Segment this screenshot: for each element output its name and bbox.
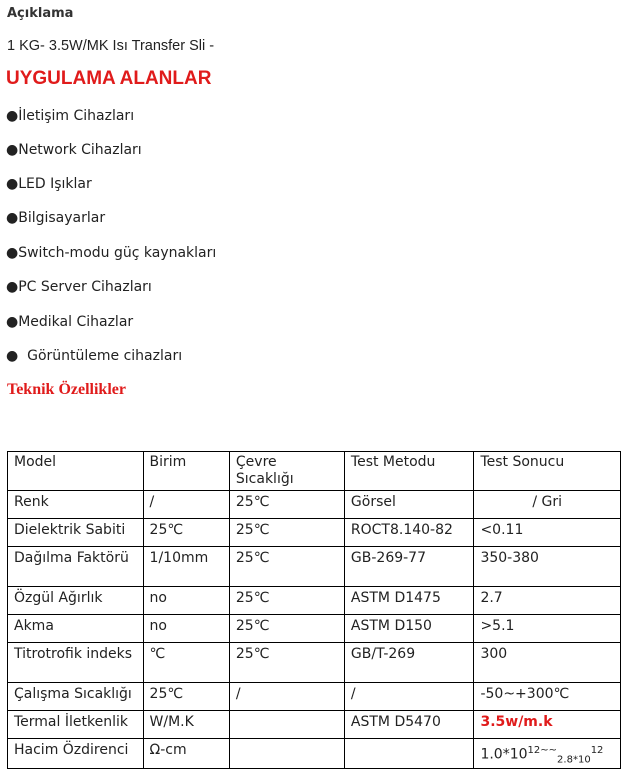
table-cell: ASTM D1475 [344, 587, 474, 615]
table-cell: Renk [8, 491, 144, 519]
table-cell: 25℃ [143, 519, 229, 547]
table-cell: 3.5w/m.k [474, 711, 621, 739]
header-cell: Model [8, 452, 144, 491]
vr-upper-base: 2.8*10 [557, 754, 591, 766]
table-row [8, 491, 621, 519]
table-cell: / [143, 491, 229, 519]
header-cell: Birim [143, 452, 229, 491]
table-cell: 25℃ [229, 615, 344, 643]
table-cell: 25℃ [229, 643, 344, 683]
table-cell: >5.1 [474, 615, 621, 643]
table-cell: GB-269-77 [344, 547, 474, 587]
table-cell: Dağılma Faktörü [8, 547, 144, 587]
table-cell: Akma [8, 615, 144, 643]
specs-heading: Teknik Özellikler [7, 381, 126, 398]
table-row [8, 519, 621, 547]
table-cell: ROCT8.140-82 [344, 519, 474, 547]
description-heading: Açıklama [7, 6, 74, 21]
table-cell: / [229, 683, 344, 711]
applications-heading: UYGULAMA ALANLAR [6, 68, 212, 89]
table-cell: 350-380 [474, 547, 621, 587]
table-cell: Ω-cm [143, 739, 229, 769]
application-item: ●Medikal Cihazlar [6, 314, 134, 330]
table-cell: 25℃ [229, 519, 344, 547]
table-cell: Dielektrik Sabiti [8, 519, 144, 547]
vr-exponent: 12 [527, 745, 541, 756]
table-row [8, 643, 621, 683]
spec-table [7, 451, 621, 769]
application-item: ●Network Cihazları [6, 142, 142, 158]
table-cell: 25℃ [229, 587, 344, 615]
table-cell: / [344, 683, 474, 711]
table-cell: Termal İletkenlik [8, 711, 144, 739]
table-cell: <0.11 [474, 519, 621, 547]
vr-upper-exponent: 12 [590, 745, 604, 756]
table-cell [229, 711, 344, 739]
table-row [8, 615, 621, 643]
table-header-row [8, 452, 621, 491]
vr-base: 1.0*10 [480, 746, 528, 763]
table-row [8, 587, 621, 615]
application-item: ●İletişim Cihazları [6, 108, 135, 124]
table-cell: no [143, 587, 229, 615]
table-cell: / Gri [474, 491, 621, 519]
table-cell: -50~+300℃ [474, 683, 621, 711]
application-item: ●PC Server Cihazları [6, 279, 152, 295]
table-cell: no [143, 615, 229, 643]
table-cell: Titrotrofik indeks [8, 643, 144, 683]
table-cell: 2.7 [474, 587, 621, 615]
table-row [8, 683, 621, 711]
table-cell: Hacim Özdirenci [8, 739, 144, 769]
application-item: ● Görüntüleme cihazları [6, 348, 183, 364]
application-item: ●Switch-modu güç kaynakları [6, 245, 217, 261]
header-cell: Çevre Sıcaklığı [229, 452, 344, 491]
volume-resistivity-value [474, 739, 621, 769]
table-cell: ASTM D150 [344, 615, 474, 643]
table-cell: ℃ [143, 643, 229, 683]
table-cell: 300 [474, 643, 621, 683]
application-item: ●Bilgisayarlar [6, 210, 106, 226]
table-cell: 25℃ [143, 683, 229, 711]
table-cell: Görsel [344, 491, 474, 519]
table-row [8, 547, 621, 587]
header-cell: Test Sonucu [474, 452, 621, 491]
table-row [8, 711, 621, 739]
header-cell: Test Metodu [344, 452, 474, 491]
table-cell: Çalışma Sıcaklığı [8, 683, 144, 711]
table-cell: 25℃ [229, 491, 344, 519]
table-cell: 1/10mm [143, 547, 229, 587]
table-cell: Özgül Ağırlık [8, 587, 144, 615]
table-cell: ASTM D5470 [344, 711, 474, 739]
table-cell: 25℃ [229, 547, 344, 587]
table-cell [229, 739, 344, 769]
table-cell [344, 739, 474, 769]
table-cell: W/M.K [143, 711, 229, 739]
vr-separator: ~~ [540, 745, 558, 756]
description-text: 1 KG- 3.5W/MK Isı Transfer Sli - [7, 38, 215, 54]
table-row [8, 739, 621, 769]
table-cell: GB/T-269 [344, 643, 474, 683]
application-item: ●LED Işıklar [6, 176, 92, 192]
